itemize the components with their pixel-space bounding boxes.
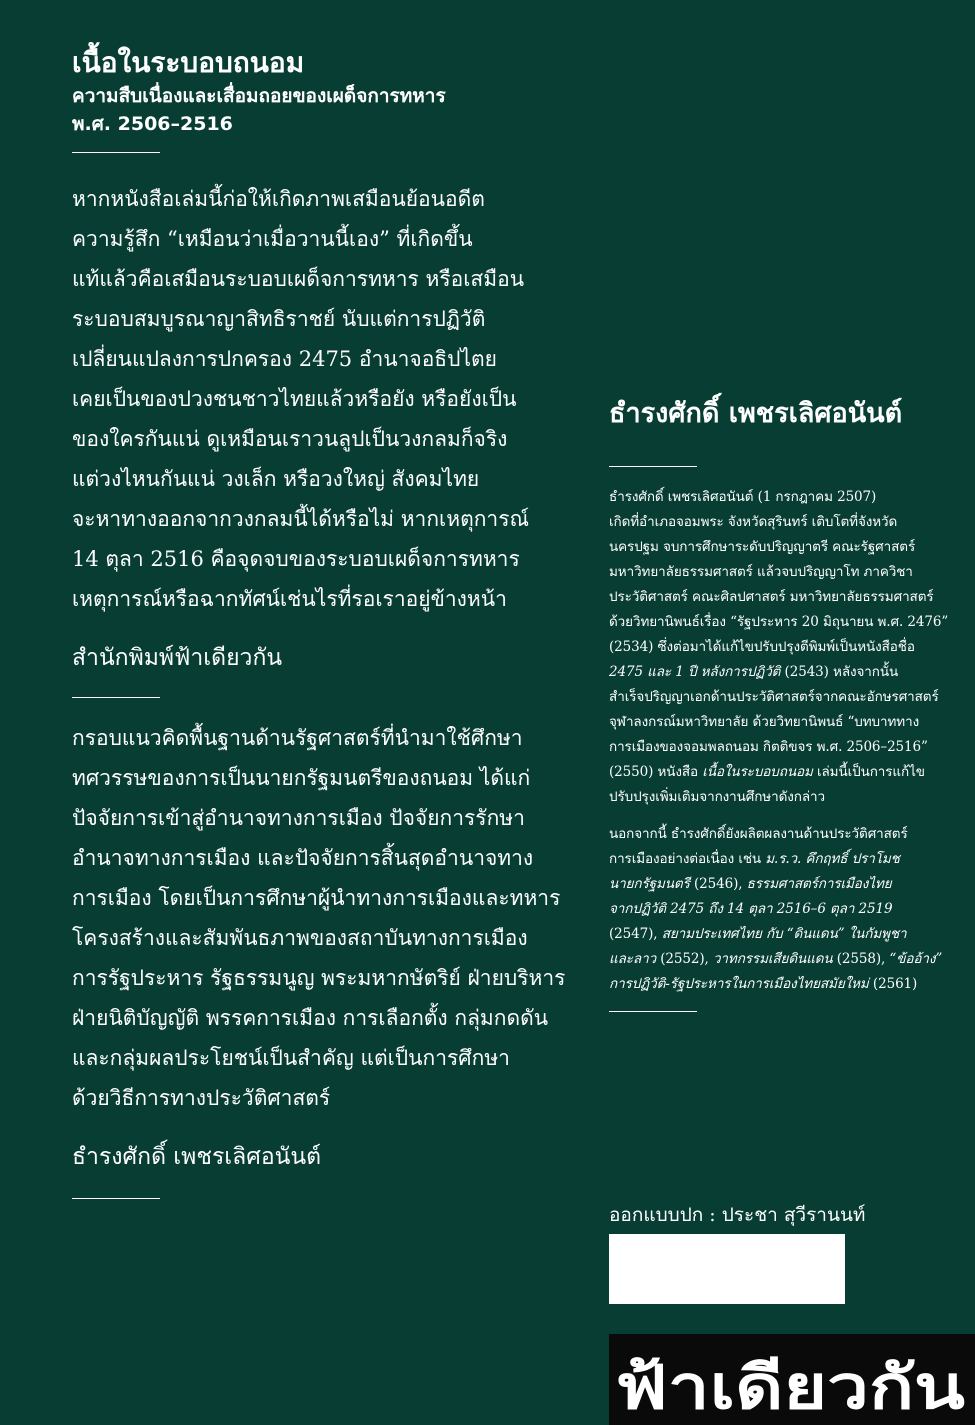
publisher-logo <box>609 1334 975 1425</box>
blurb-line: แท้แล้วคือเสมือนระบอบเผด็จการทหาร หรือเสมือน <box>72 267 525 291</box>
bio-line: นครปฐม จบการศึกษาระดับปริญญาตรี คณะรัฐศาสตร์ <box>609 539 916 555</box>
book-title-italic: การปฏิวัติ-รัฐประหารในการเมืองไทยสมัยใหม่ <box>609 976 869 992</box>
blurb-line: ความรู้สึก “เหมือนว่าเมื่อวานนี้เอง” ที่เกิดขึ้น <box>72 227 473 251</box>
bio-text: (2550) หนังสือ <box>609 764 703 780</box>
framework-line: ทศวรรษของการเป็นนายกรัฐมนตรีของถนอม ได้แก่ <box>72 766 531 790</box>
bio-text: (2558), <box>832 951 890 967</box>
bio-line: การเมืองของจอมพลถนอม กิตติขจร พ.ศ. 2506–2516” <box>609 739 928 755</box>
bio-line <box>609 897 959 922</box>
framework-line: ปัจจัยการเข้าสู่อำนาจทางการเมือง ปัจจัยการรักษา <box>72 806 525 830</box>
bio-line: ประวัติศาสตร์ คณะศิลปศาสตร์ มหาวิทยาลัยธรรมศาสตร์ <box>609 589 934 605</box>
author-name: ธำรงศักดิ์ เพชรเลิศอนันต์ <box>609 398 903 429</box>
bio-line: สำเร็จปริญญาเอกด้านประวัติศาสตร์จากคณะอักษรศาสตร์ <box>609 689 939 705</box>
bio-line <box>609 947 959 972</box>
book-subtitle: ความสืบเนื่องและเสื่อมถอยของเผด็จการทหาร <box>72 85 446 107</box>
book-title-italic: วาทกรรมเสียดินแดน <box>712 951 833 967</box>
framework-attribution: ธำรงศักดิ์ เพชรเลิศอนันต์ <box>72 1144 322 1170</box>
bio-line <box>609 972 959 997</box>
bio-text: การเมืองอย่างต่อเนื่อง เช่น <box>609 851 766 867</box>
blurb-line: เหตุการณ์หรือฉากทัศน์เช่นไรที่รอเราอยู่ข้างหน้า <box>72 587 507 611</box>
blurb-line: ของใครกันแน่ ดูเหมือนเราวนลูปเป็นวงกลมก็จริง <box>72 427 508 451</box>
bio-text: (2552), <box>656 951 713 967</box>
bio-line: มหาวิทยาลัยธรรมศาสตร์ แล้วจบปริญญาโท ภาควิชา <box>609 564 913 580</box>
author-bio <box>609 485 959 810</box>
bio-line <box>609 847 959 872</box>
book-title-italic: จากปฏิวัติ 2475 ถึง 14 ตุลา 2516–6 ตุลา 2519 <box>609 901 893 917</box>
book-title-italic: สยามประเทศไทย กับ “ดินแดน” ในกัมพูชา <box>661 926 907 942</box>
book-title-italic: ม.ร.ว. คึกฤทธิ์ ปราโมช <box>765 851 900 867</box>
logo-text: ฟ้าเดียวกัน <box>615 1353 965 1423</box>
book-period: พ.ศ. 2506–2516 <box>72 113 233 135</box>
bio-line <box>609 760 959 785</box>
blurb-line: แต่วงไหนกันแน่ วงเล็ก หรือวงใหญ่ สังคมไทย <box>72 467 480 491</box>
framework-line: ด้วยวิธีการทางประวัติศาสตร์ <box>72 1086 331 1110</box>
bio-text: (2547), <box>609 926 662 942</box>
blurb-line: เปลี่ยนแปลงการปกครอง 2475 อำนาจอธิปไตย <box>72 347 497 371</box>
book-title-italic: “ข้ออ้าง” <box>889 951 943 967</box>
framework-line: โครงสร้างและสัมพันธภาพของสถาบันทางการเมือง <box>72 926 528 950</box>
framework-line: และกลุ่มผลประโยชน์เป็นสำคัญ แต่เป็นการศึกษา <box>72 1046 510 1070</box>
framework-line: การเมือง โดยเป็นการศึกษาผู้นำทางการเมืองและทหาร <box>72 886 561 910</box>
book-title-italic: 2475 และ 1 ปี หลังการปฏิวัติ <box>609 664 781 680</box>
blurb-line: เคยเป็นของปวงชนชาวไทยแล้วหรือยัง หรือยังเป็น <box>72 387 517 411</box>
bio-text: เล่มนี้เป็นการแก้ไข <box>812 764 925 780</box>
bio-line: (2534) ซึ่งต่อมาได้แก้ไขปรับปรุงตีพิมพ์เป็นหนังสือชื่อ <box>609 639 915 655</box>
framework-line: อำนาจทางการเมือง และปัจจัยการสิ้นสุดอำนาจทาง <box>72 846 534 870</box>
bio-line: ปรับปรุงเพิ่มเติมจากงานศึกษาดังกล่าว <box>609 789 825 805</box>
bio-line: นอกจากนี้ ธำรงศักดิ์ยังผลิตผลงานด้านประวัติศาสตร์ <box>609 826 908 842</box>
author-works <box>609 822 959 997</box>
blurb-attribution: สำนักพิมพ์ฟ้าเดียวกัน <box>72 645 283 671</box>
bio-line <box>609 872 959 897</box>
bio-text: (2561) <box>868 976 918 992</box>
divider <box>609 1011 697 1012</box>
author-column <box>609 394 959 1012</box>
bio-line: จุฬาลงกรณ์มหาวิทยาลัย ด้วยวิทยานิพนธ์ “บทบาททาง <box>609 714 920 730</box>
blurb <box>72 179 582 619</box>
divider <box>72 1198 160 1199</box>
bio-line: ด้วยวิทยานิพนธ์เรื่อง “รัฐประหาร 20 มิถุนายน พ.ศ. 2476” <box>609 614 949 630</box>
framework-text <box>72 718 582 1118</box>
back-cover-left-column <box>72 44 582 1199</box>
book-title-italic: นายกรัฐมนตรี <box>609 876 690 892</box>
book-title-italic: เนื้อในระบอบถนอม <box>702 764 813 780</box>
bio-text: (2543) หลังจากนั้น <box>780 664 899 680</box>
bio-line <box>609 660 959 685</box>
blurb-line: 14 ตุลา 2516 คือจุดจบของระบอบเผด็จการทหาร <box>72 547 520 571</box>
framework-line: ฝ่ายนิติบัญญัติ พรรคการเมือง การเลือกตั้ง กลุ่มกดดัน <box>72 1006 549 1030</box>
cover-design-credit: ออกแบบปก : ประชา สุวีรานนท์ <box>609 1204 866 1226</box>
barcode-area <box>609 1234 845 1304</box>
framework-line: การรัฐประหาร รัฐธรรมนูญ พระมหากษัตริย์ ฝ่ายบริหาร <box>72 966 566 990</box>
blurb-line: ระบอบสมบูรณาญาสิทธิราชย์ นับแต่การปฏิวัติ <box>72 307 486 331</box>
bio-line: เกิดที่อำเภอจอมพระ จังหวัดสุรินทร์ เติบโตที่จังหวัด <box>609 514 898 530</box>
bio-line <box>609 922 959 947</box>
book-title-italic: ธรรมศาสตร์การเมืองไทย <box>746 876 892 892</box>
blurb-line: หากหนังสือเล่มนี้ก่อให้เกิดภาพเสมือนย้อนอดีต <box>72 187 485 211</box>
divider <box>72 152 160 153</box>
divider <box>609 466 697 467</box>
blurb-line: จะหาทางออกจากวงกลมนี้ได้หรือไม่ หากเหตุการณ์ <box>72 507 529 531</box>
publisher-logo-wordmark <box>609 1334 975 1425</box>
divider <box>72 697 160 698</box>
bio-text: (2546), <box>689 876 747 892</box>
book-title: เนื้อในระบอบถนอม <box>72 46 305 79</box>
book-title-italic: และลาว <box>609 951 657 967</box>
bio-line: ธำรงศักดิ์ เพชรเลิศอนันต์ (1 กรกฎาคม 2507) <box>609 489 877 505</box>
framework-line: กรอบแนวคิดพื้นฐานด้านรัฐศาสตร์ที่นำมาใช้ศึกษา <box>72 726 523 750</box>
